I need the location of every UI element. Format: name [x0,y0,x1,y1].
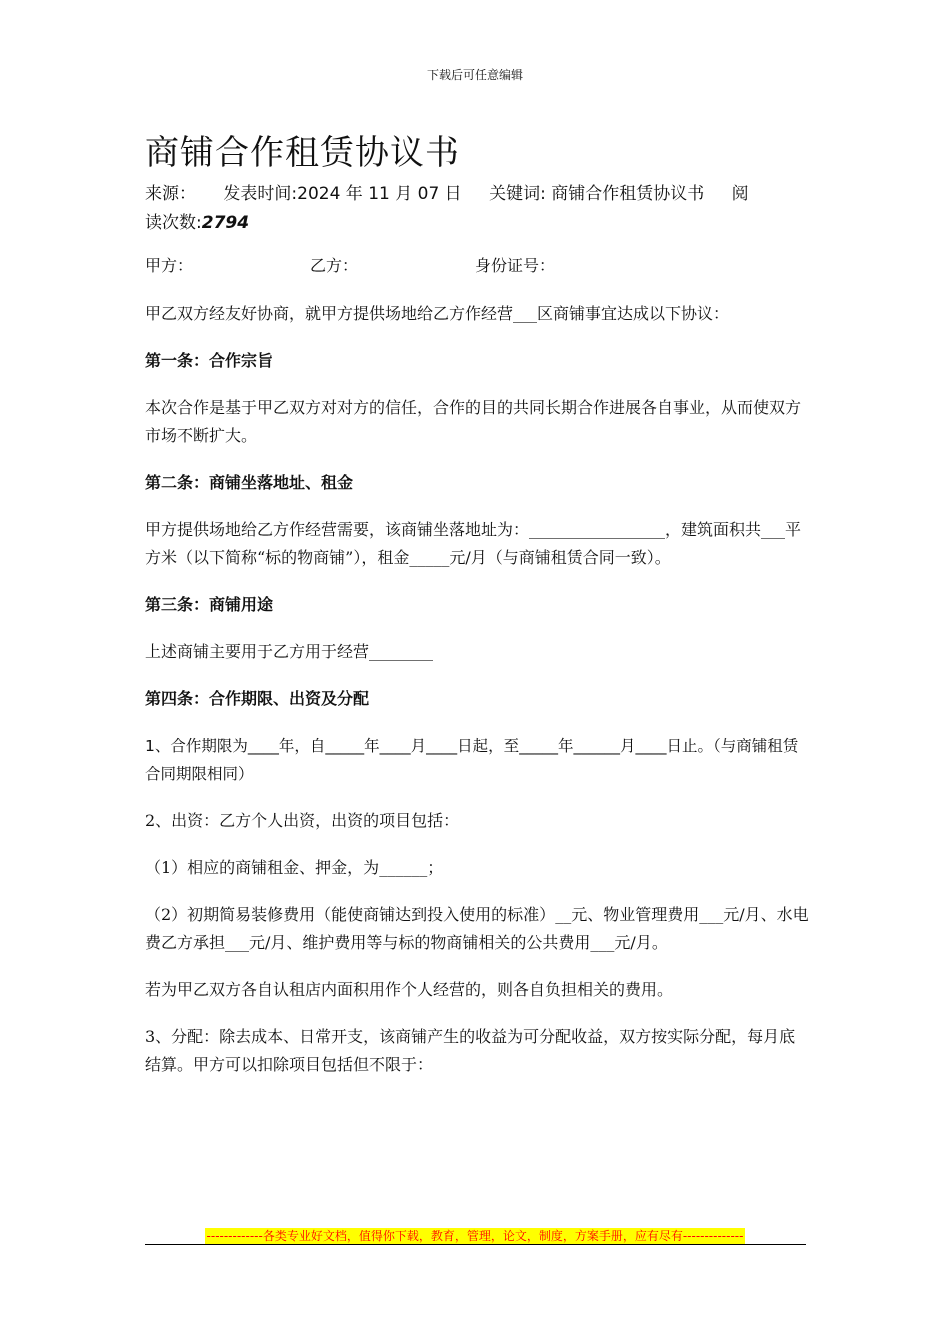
article-3-body: 上述商铺主要用于乙方用于经营________ [145,642,434,661]
document-body [145,128,810,1098]
parties-line [145,252,810,280]
blank-address: _________________ [529,520,666,539]
meta-published: 发表时间:2024 年 11 月 07 日 [223,184,462,204]
article-4-item-2: （2）初期简易装修费用（能使商铺达到投入使用的标准）__元、物业管理费用___元/月、水电费乙方承担___元/月、维护费用等与标的物商铺相关的公共费用___元/月。 [145,905,809,952]
article-4-term: 1、合作期限为____年，自_____年____月____日起，至_____年______月____日止。（与商铺租赁合同期限相同） [145,737,799,783]
article-4-self-use: 若为甲乙双方各自认租店内面积用作个人经营的，则各自负担相关的费用。 [145,980,674,999]
article-meta [145,180,810,238]
document-title: 商铺合作租赁协议书 [145,133,460,173]
blank-area: ___ [513,304,538,323]
article-2-body: 甲方提供场地给乙方作经营需要，该商铺坐落地址为：_________________，建筑面积共___平方米（以下简称“标的物商铺”），租金_____元/月（与商铺租赁合同一致）。 [145,520,802,567]
id-number-label: 身份证号： [475,256,556,275]
header-note: 下载后可任意编辑 [426,68,523,82]
intro-paragraph: 甲乙双方经友好协商，就甲方提供场地给乙方作经营___区商铺事宜达成以下协议： [145,304,730,323]
meta-source: 来源： [145,184,196,204]
footer-divider [145,1244,806,1245]
party-a-label: 甲方： [145,256,194,275]
article-4-capital: 2、出资：乙方个人出资，出资的项目包括： [145,811,460,830]
article-4-item-1: （1）相应的商铺租金、押金，为______； [145,858,444,877]
article-4-heading: 第四条：合作期限、出资及分配 [145,689,370,708]
meta-reads-label-a: 阅 [731,184,749,204]
meta-keywords: 关键词: 商铺合作租赁协议书 [489,184,705,204]
blank-floor-area: ___ [761,520,786,539]
article-1-heading: 第一条：合作宗旨 [145,351,274,370]
blank-business-type: ________ [369,642,434,661]
blank-rent: _____ [409,548,450,567]
meta-reads-label-b: 读次数: [145,213,202,233]
party-b-label: 乙方： [310,256,359,275]
article-1-body: 本次合作是基于甲乙双方对对方的信任，合作的目的共同长期合作进展各自事业，从而使双方市场不断扩大。 [145,398,802,445]
footer-banner-text: -------------各类专业好文档，值得你下载，教育，管理，论文，制度，方案手册，应有尽有-------------- [206,1229,744,1243]
meta-reads-count: 2794 [201,213,250,233]
blank-deposit: ______ [379,858,428,877]
article-3-heading: 第三条：商铺用途 [145,595,274,614]
article-4-distribution: 3、分配：除去成本、日常开支，该商铺产生的收益为可分配收益，双方按实际分配，每月底结算。甲方可以扣除项目包括但不限于： [145,1027,796,1074]
footer-banner [0,1225,950,1244]
article-2-heading: 第二条：商铺坐落地址、租金 [145,473,354,492]
